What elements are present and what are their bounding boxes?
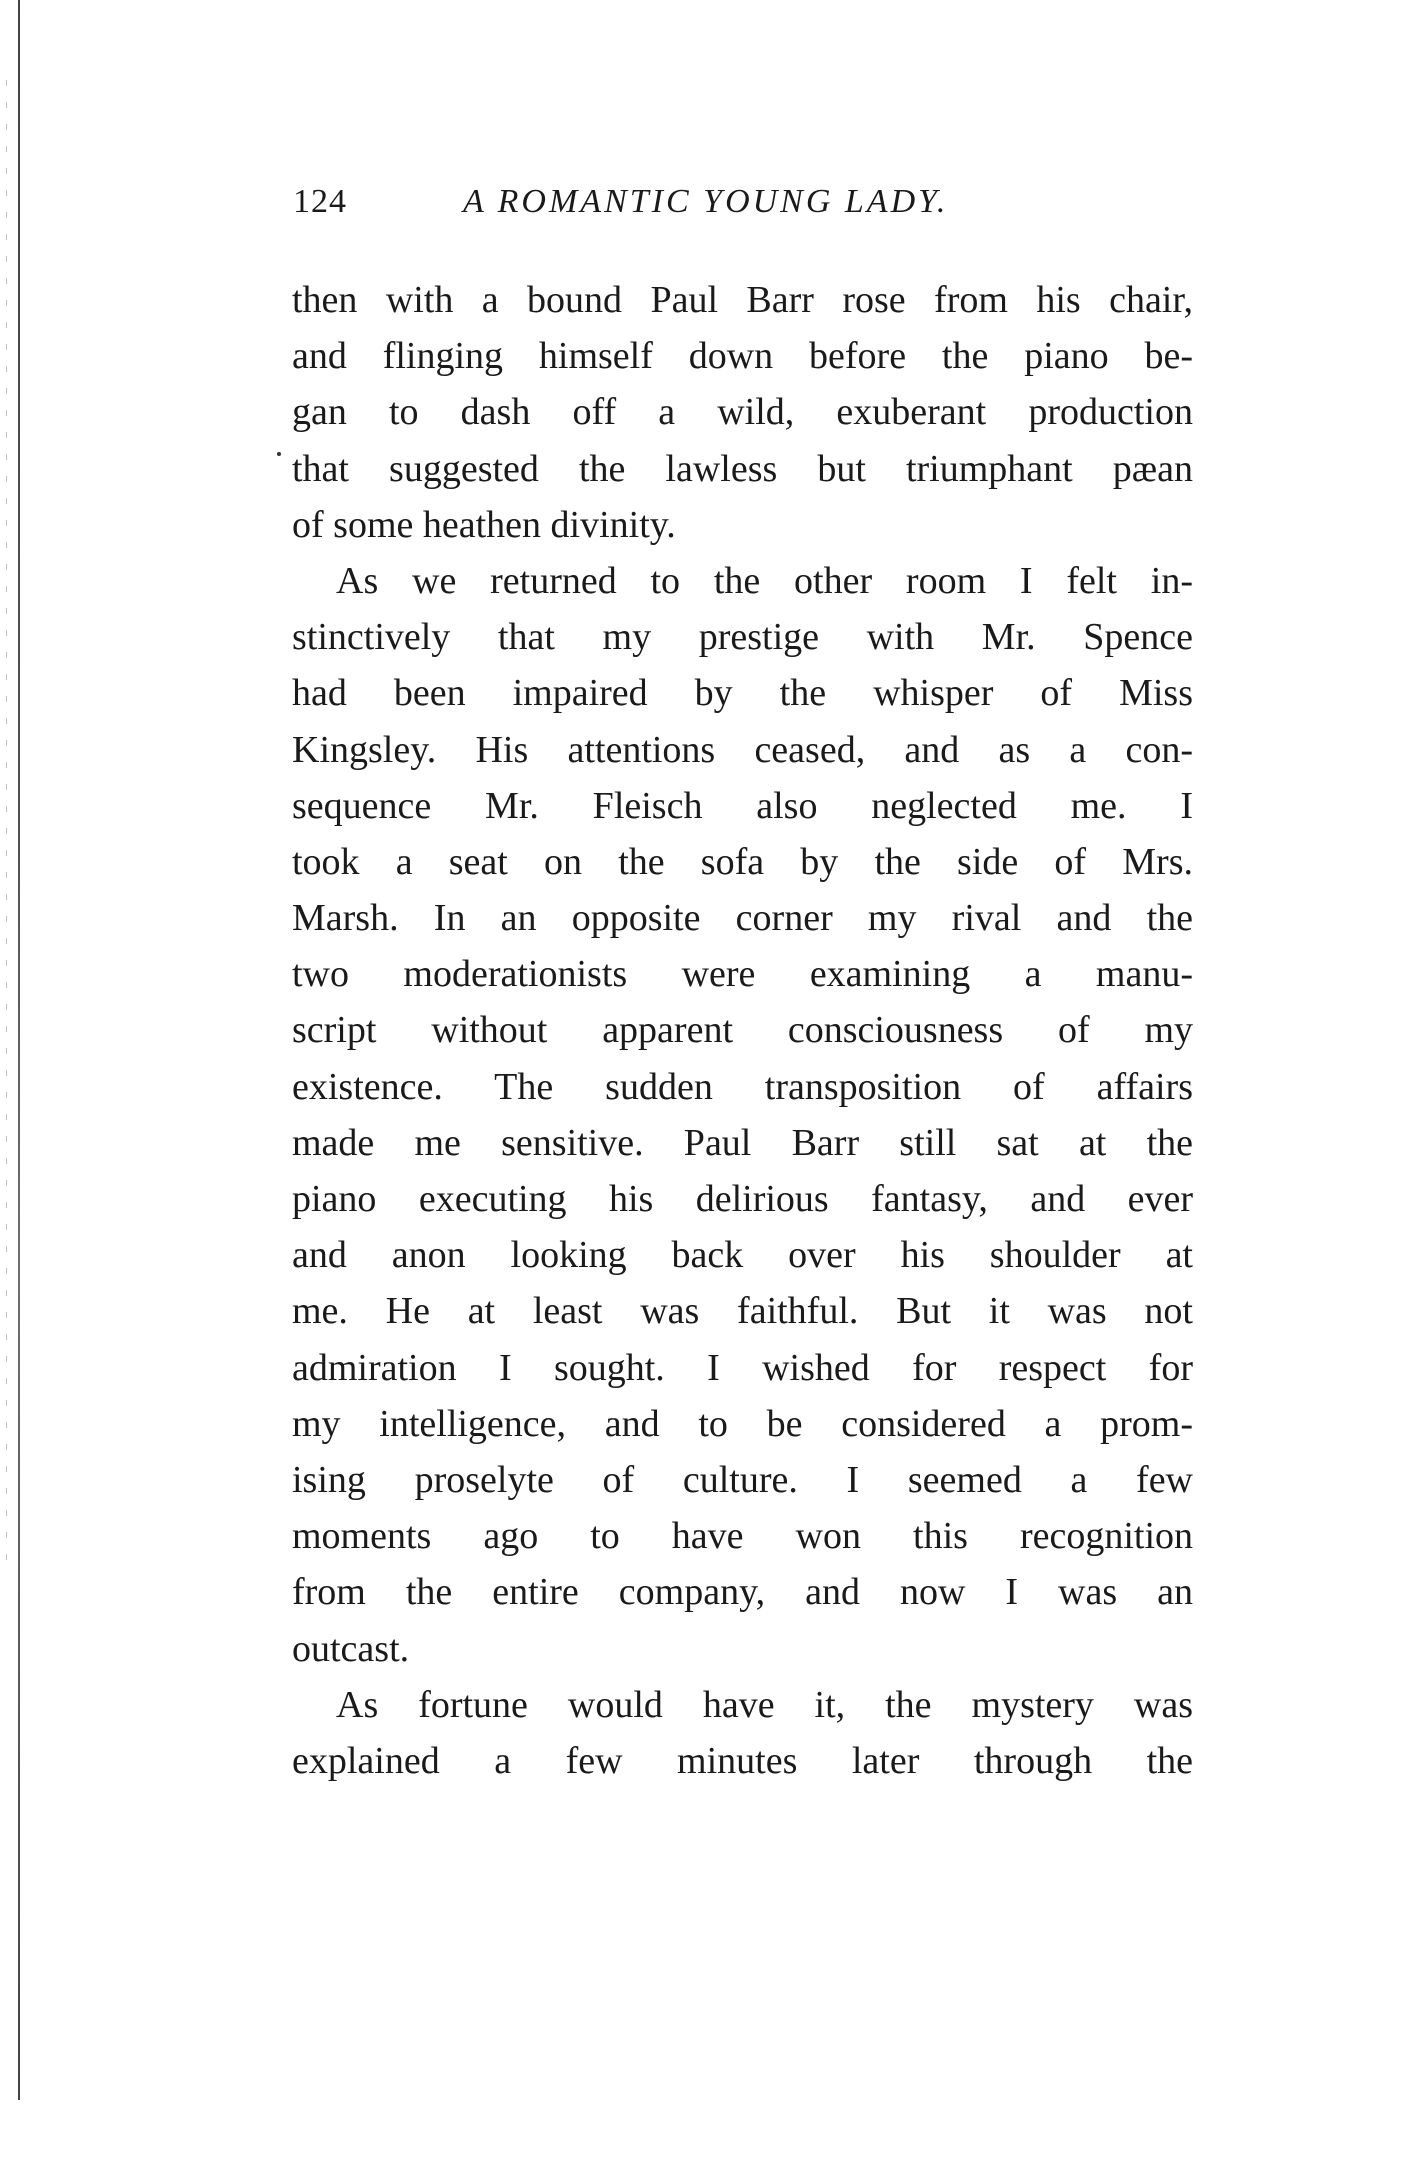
- text-line: that suggested the lawless but triumphant pæan: [292, 447, 1193, 490]
- text-line: piano executing his delirious fantasy, and ever: [292, 1178, 1193, 1220]
- text-line: my intelligence, and to be considered a prom-: [292, 1402, 1193, 1445]
- binding-shadow: [6, 80, 7, 1560]
- page-header: [293, 183, 1193, 233]
- text-line: script without apparent consciousness of my: [292, 1009, 1193, 1052]
- text-line: made me sensitive. Paul Barr still sat at the: [292, 1121, 1193, 1164]
- text-line: took a seat on the sofa by the side of Mrs.: [292, 840, 1193, 883]
- running-title: A ROMANTIC YOUNG LADY.: [463, 183, 949, 220]
- text-line: admiration I sought. I wished for respect for: [292, 1346, 1193, 1389]
- body-text: [292, 272, 1193, 1789]
- text-line: and anon looking back over his shoulder at: [292, 1234, 1193, 1277]
- text-line: of some heathen divinity.: [292, 503, 676, 546]
- text-line: ising proselyte of culture. I seemed a few: [292, 1458, 1193, 1501]
- binding-edge: [18, 0, 20, 2100]
- text-line: Kingsley. His attentions ceased, and as a con-: [292, 728, 1193, 771]
- text-line: moments ago to have won this recognition: [292, 1515, 1193, 1558]
- text-line: me. He at least was faithful. But it was not: [292, 1290, 1193, 1333]
- text-line: two moderationists were examining a manu-: [292, 953, 1193, 996]
- text-line: from the entire company, and now I was an: [292, 1571, 1193, 1614]
- text-line: outcast.: [292, 1627, 410, 1670]
- ink-speck: [277, 452, 281, 456]
- text-line: Marsh. In an opposite corner my rival and the: [292, 897, 1193, 940]
- text-line: As fortune would have it, the mystery was: [336, 1683, 1193, 1726]
- page-number: 124: [293, 183, 347, 220]
- text-line: explained a few minutes later through the: [292, 1739, 1193, 1782]
- text-line: stinctively that my prestige with Mr. Spence: [292, 616, 1193, 659]
- text-line: and flinging himself down before the piano be-: [292, 335, 1193, 378]
- text-line: sequence Mr. Fleisch also neglected me. I: [292, 784, 1193, 827]
- text-line: had been impaired by the whisper of Miss: [292, 672, 1193, 715]
- text-line: As we returned to the other room I felt in-: [336, 559, 1193, 602]
- text-line: existence. The sudden transposition of affairs: [292, 1065, 1193, 1108]
- text-line: then with a bound Paul Barr rose from his chair,: [292, 279, 1193, 321]
- text-line: gan to dash off a wild, exuberant production: [292, 391, 1193, 434]
